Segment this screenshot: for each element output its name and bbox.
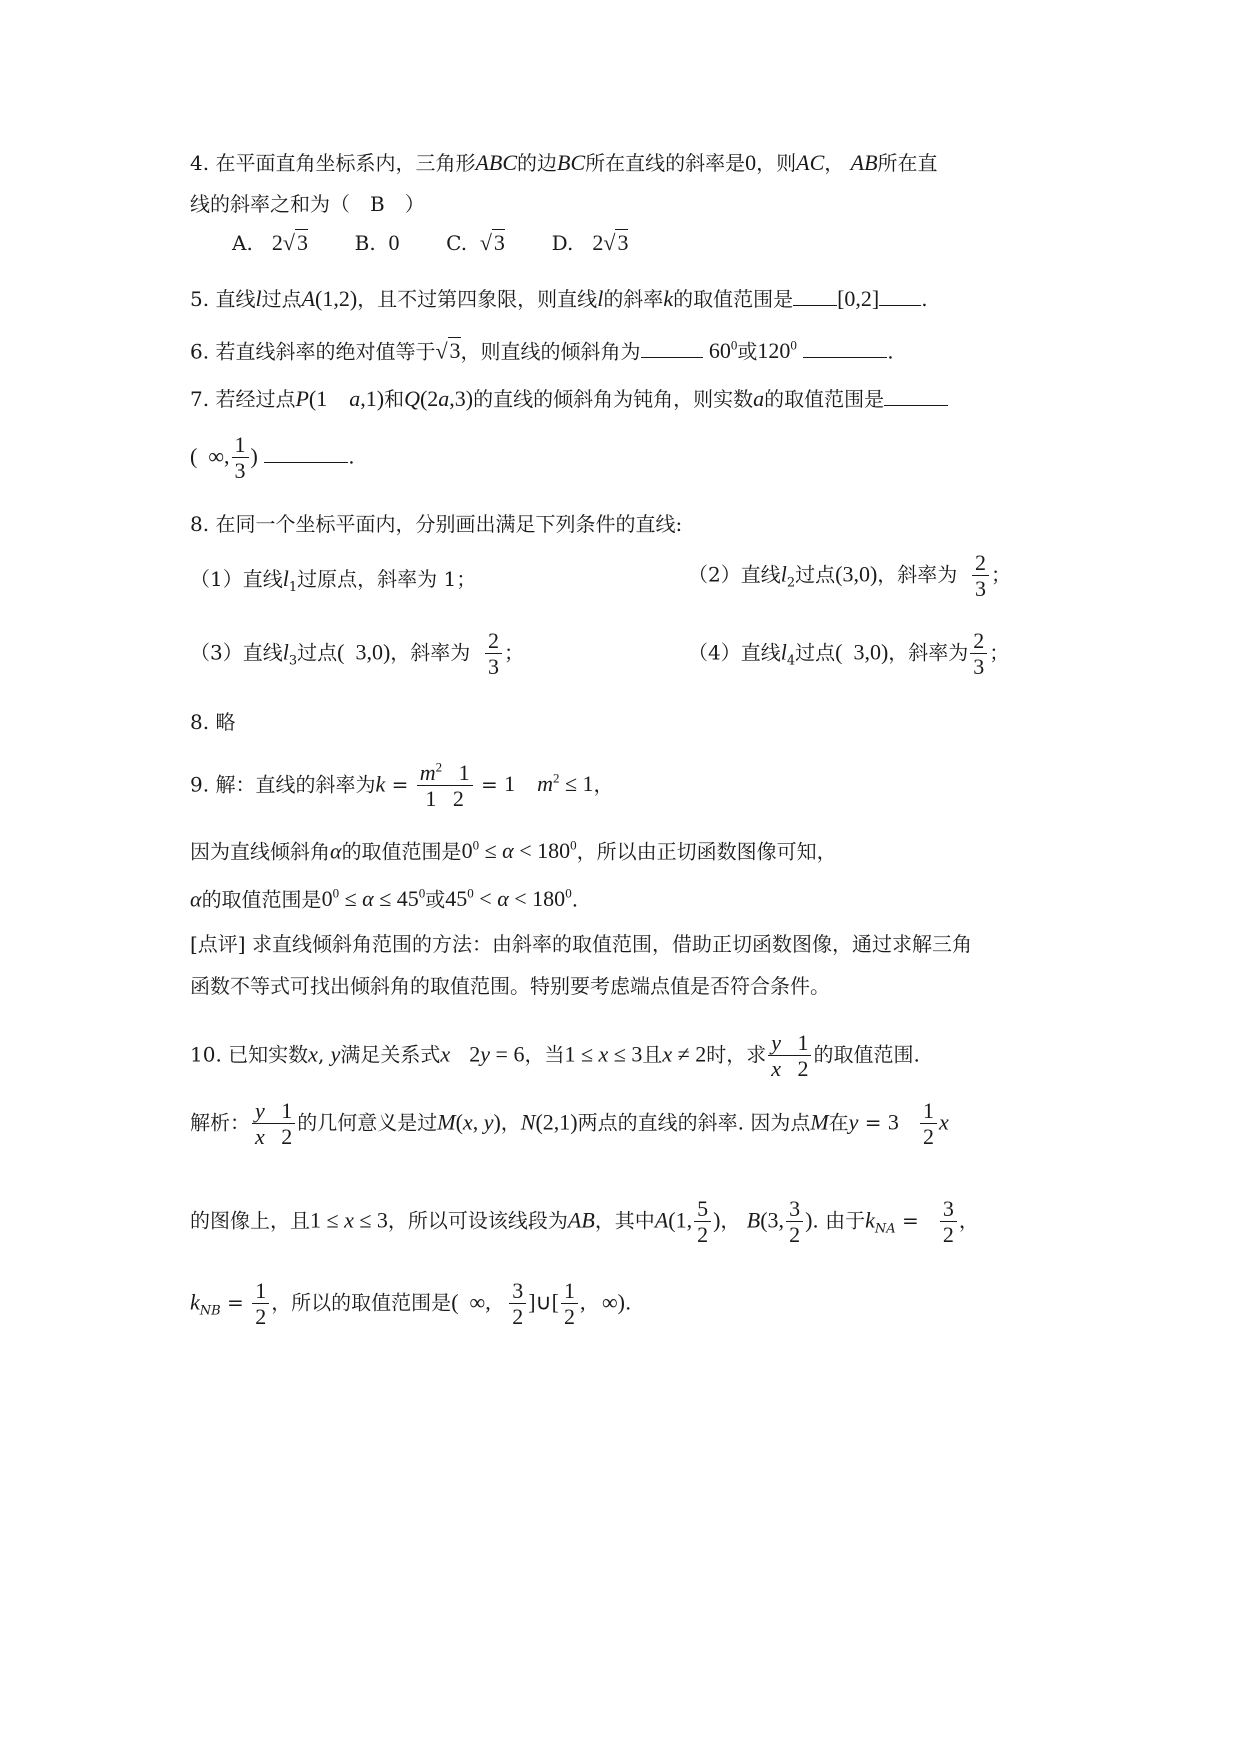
q4-line-1: 4. 在平面直角坐标系内，三角形ABC的边BC所在直线的斜率是0，则AC， AB所在直 — [190, 150, 938, 175]
q9-comment-2 — [190, 974, 830, 998]
q9-line-3: α的取值范围是$0^0 \le \alpha \le 45^0$或$45^0 < \alpha < 180^0$. — [190, 886, 579, 912]
q4-option-b: B. 0 — [354, 230, 400, 255]
q7-line-2: ( ∞, $\frac{1}{3}$ ) . — [190, 432, 355, 484]
q5-line: 5. 直线l过点A(1,2)，且不过第四象限，则直线l的斜率k的取值范围是 [0,2] . — [190, 286, 928, 311]
q8-answer — [190, 710, 235, 734]
q4-options — [232, 230, 628, 256]
q10-line-4: $k_{NB}$ = $\frac{1}{2}$ ，所以的取值范围是( ∞, $\frac{3}{2}$ ]∪[ $\frac{1}{2}$ , ∞). — [190, 1278, 632, 1330]
q8-intro-text: 8. 在同一个坐标平面内，分别画出满足下列条件的直线: — [190, 512, 683, 536]
q7-answer: ( ∞, — [190, 443, 230, 469]
q4-option-a: A. 2√3 — [232, 230, 308, 255]
q10-line-2: 解析： $\frac{y 1}{x 2}$ 的几何意义是过M(x, y)，N(2,1)两点的直线的斜率. 因为点M在y = 3 $\frac{1}{2}$ x — [190, 1098, 949, 1150]
q8-item-2: （2）直线$l_2$过点(3,0)，斜率为 $\frac{2}{3}$ ； — [688, 550, 1012, 602]
q10-line-1: 10. 已知实数x, y满足关系式x 2y = 6，当1 ≤ x ≤ 3且x ≠ 2时，求 $\frac{y 1}{x 2}$ 的取值范围. — [190, 1030, 920, 1082]
q4-option-c: C. √3 — [446, 230, 505, 255]
q10-line-3: 的图像上，且1 ≤ x ≤ 3，所以可设该线段为AB，其中A(1, $\frac{5}{2}$ )， B(3, $\frac{3}{2}$ ). 由于$k_{NA}$ = $\frac{3}{2}$ ， — [190, 1196, 979, 1248]
q9-comment-text-1: [点评] 求直线倾斜角范围的方法：由斜率的取值范围，借助正切函数图像，通过求解三角 — [190, 932, 972, 956]
q9-line-2: 因为直线倾斜角α的取值范围是$0^0 \le \alpha < 180^0$，所以由正切函数图像可知， — [190, 838, 837, 864]
q4-text-2: 线的斜率之和为（ B ） — [190, 192, 425, 216]
q8-item-1: （1）直线$l_1$过原点，斜率为 1； — [190, 566, 477, 595]
q9-comment-1 — [190, 932, 972, 956]
q5-answer: [0,2] — [837, 286, 880, 311]
q8-item-4: （4）直线$l_4$过点( 3,0)，斜率为 $\frac{2}{3}$ ； — [688, 628, 1010, 680]
q8-item-3: （3）直线$l_3$过点( 3,0)，斜率为 $\frac{2}{3}$ ； — [190, 628, 525, 680]
q9-line-1: 9. 解：直线的斜率为k = $\frac{m^2 1}{1 2}$ = 1 $m^2 \le 1$， — [190, 759, 614, 812]
q4-line-2 — [190, 192, 425, 216]
q4-option-d: D. 2√3 — [551, 230, 629, 255]
q9-comment-text-2: 函数不等式可找出倾斜角的取值范围。特别要考虑端点值是否符合条件。 — [190, 974, 830, 998]
q7-line-1: 7. 若经过点P(1 a,1)和Q(2a,3)的直线的倾斜角为钝角，则实数a的取值范围是 — [190, 386, 948, 412]
q8-answer-text: 8. 略 — [190, 710, 236, 734]
q6-line: 6. 若直线斜率的绝对值等于√3，则直线的倾斜角为 $60^0$或$120^0$ . — [190, 338, 894, 364]
q8-intro — [190, 512, 682, 536]
